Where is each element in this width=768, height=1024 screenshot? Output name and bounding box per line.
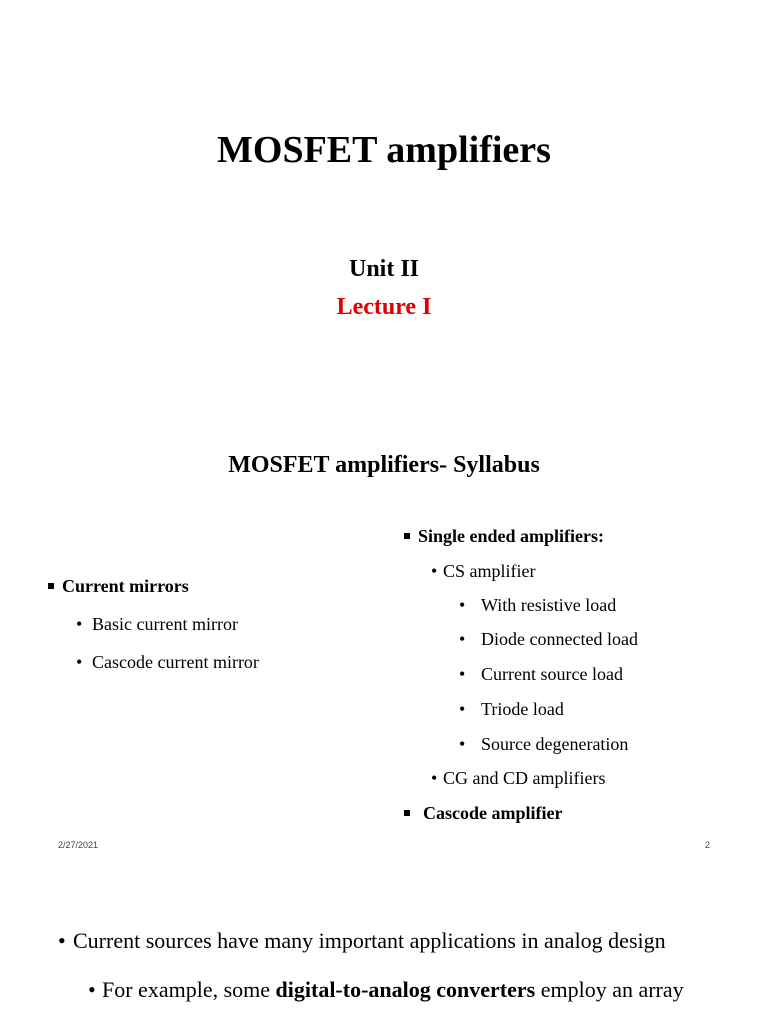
bullet-icon: • [459,664,466,684]
list-item: • With resistive load [459,595,617,615]
bullet-icon: • [58,928,66,953]
list-item: • Triode load [459,699,564,719]
slide-title: MOSFET amplifiers [217,129,551,171]
content-slide [0,864,768,1024]
syllabus-slide [0,432,768,864]
list-item: • Current sources have many important applications in analog design [58,928,666,953]
square-bullet-icon [48,583,54,589]
list-item: • Source degeneration [459,734,629,754]
list-item: • Basic current mirror [76,614,238,634]
slide-date: 2/27/2021 [58,840,99,850]
bullet-icon: • [431,561,438,581]
bullet-icon: • [459,629,466,649]
bullet-icon: • [76,614,83,634]
bullet-icon: • [431,768,438,788]
title-slide [0,0,768,432]
list-item: • For example, some digital-to-analog converters employ an array [88,977,684,1002]
square-bullet-icon [404,810,410,816]
bullet-icon: • [459,699,466,719]
list-item: • Current source load [459,664,623,684]
single-ended-heading: Single ended amplifiers: [404,526,604,547]
lecture-label: Lecture I [336,294,432,320]
bullet-icon: • [459,595,466,615]
list-item: • Cascode current mirror [76,652,259,672]
square-bullet-icon [404,533,410,539]
bullet-icon: • [459,734,466,754]
dac-emphasis: digital-to-analog converters [275,977,536,1002]
bullet-icon: • [76,652,83,672]
list-item: • Diode connected load [459,629,638,649]
current-mirrors-heading: Current mirrors [48,576,189,597]
cs-amplifier-item: • CS amplifier [431,561,536,581]
cascode-heading: Cascode amplifier [404,803,562,824]
bullet-icon: • [88,977,96,1002]
unit-label: Unit II [348,256,420,282]
slide-number: 2 [705,840,711,850]
syllabus-title: MOSFET amplifiers- Syllabus [228,452,540,478]
cg-cd-item: • CG and CD amplifiers [431,768,606,788]
